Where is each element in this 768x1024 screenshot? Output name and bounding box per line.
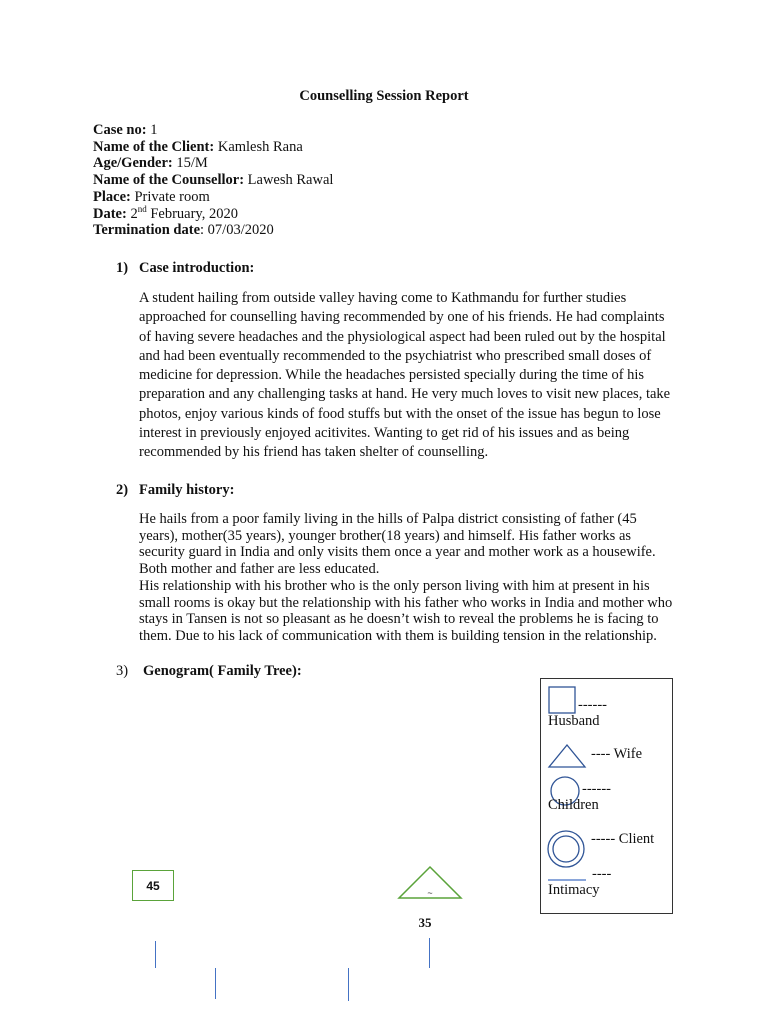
section-2-heading [116,482,234,499]
termination-value: : 07/03/2020 [200,222,274,239]
page-title: Counselling Session Report [299,88,469,104]
section-2-title: Family history: [139,482,235,498]
section-1-heading [116,260,254,277]
intimacy-dash: ---- [592,866,612,882]
children-dash: ------ [582,781,611,797]
age-gender-label: Age/Gender: [93,155,173,172]
date-row [93,203,333,223]
section-1-title: Case introduction: [139,260,255,276]
double-circle-icon [546,829,586,869]
section-3-heading [116,663,302,680]
genogram-legend [540,678,673,914]
termination-row [93,222,333,239]
age-gender-row [93,155,333,172]
client-value: Kamlesh Rana [217,138,303,155]
client-row [93,139,333,156]
date-suffix: nd [137,203,147,214]
child-line-left [215,968,216,999]
client-label: Name of the Client: [93,138,215,155]
section-2-number: 2) [116,482,129,498]
mother-descent-line [429,938,430,968]
children-label: Children [548,797,599,813]
client-label: ----- Client [591,831,655,847]
husband-label: Husband [548,713,600,729]
child-line-right [348,968,349,1001]
father-square [132,870,174,901]
place-row [93,189,333,206]
case-no-row [93,122,333,139]
intimacy-label: Intimacy [548,882,600,898]
section-3-title: Genogram( Family Tree): [143,663,302,679]
case-info-block [93,122,333,239]
place-label: Place: [93,188,131,205]
place-value: Private room [134,188,210,205]
family-history-paragraph-2: His relationship with his brother who is the only person living with him at present in his small rooms is okay but the relationship with his father who works in India and mother who stays in Tansen is not so pleasant as he doesn’t wish to reveal the problems he is facing to them. Due to his lack of communication with them is building tension in the relationship. [139,577,673,644]
family-history-text [139,511,679,645]
father-descent-line [155,941,156,968]
father-age: 45 [146,878,160,893]
family-history-paragraph-1: He hails from a poor family living in the hills of Palpa district consisting of father (45 years), mother(35 years), younger brother(18 years) and himself. His father works as security guard in India and only visits them once a year and mother work as a housewife. Both mother and father are less educated. [139,511,656,578]
husband-dash: ------ [578,697,607,713]
section-3-number: 3) [116,663,129,679]
section-1-number: 1) [116,260,129,276]
case-introduction-text: A student hailing from outside valley having come to Kathmandu for further studies approached for counselling having recommended by one of his friends. He had complaints of having severe headaches and the physiological aspect had been ruled out by the hospital and had been eventually recommended to the psychiatrist who prescribed small doses of medicine for depression. While the headaches persisted specially during the time of his preparation and any challenging tasks at hand. He very much loves to visit new places, take photos, enjoy various kinds of food stuffs but with the onset of the issue has begun to lose interest in previously enjoyed acitivites. Wanting to get rid of his issues and as being recommended by his friend has taken shelter of counselling. [139,290,671,461]
counsellor-label: Name of the Counsellor: [93,172,245,189]
mother-mark: ~ [427,888,433,898]
counsellor-row [93,172,333,189]
case-no-value: 1 [150,122,158,138]
triangle-icon [547,743,587,769]
mother-triangle [396,865,464,901]
counsellor-value: Lawesh Rawal [247,172,334,189]
termination-label: Termination date [93,222,201,239]
date-label: Date: [93,205,127,222]
age-gender-value: 15/M [176,155,208,172]
mother-age: 35 [418,915,432,930]
square-icon [548,686,576,714]
case-no-label: Case no: [93,122,147,138]
date-rest: February, 2020 [150,205,238,222]
date-day: 2 [130,205,138,222]
wife-label: ---- Wife [591,746,643,762]
